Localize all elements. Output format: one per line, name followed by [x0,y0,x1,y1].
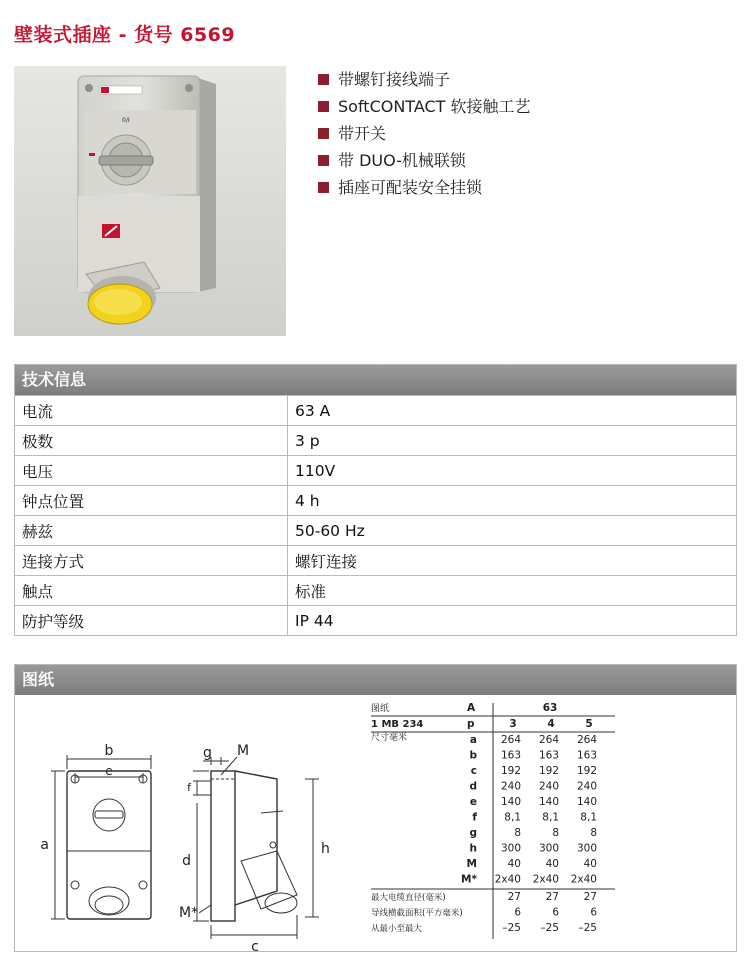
dim-table-h-A: A [467,702,476,714]
spec-table [15,395,736,635]
dim-table-cell: 163 [576,749,597,762]
dim-table-key: M* [461,873,477,886]
spec-value: 50-60 Hz [288,516,737,546]
page-title: 壁装式插座 - 货号 6569 [14,24,236,46]
bullet-square-icon [318,101,329,112]
dim-table-cell: –25 [502,922,521,934]
spec-value: 4 h [288,486,737,516]
spec-value: IP 44 [288,606,737,636]
spec-label: 防护等级 [15,606,288,636]
dim-table-cell: 40 [545,858,559,870]
bullet-square-icon [318,74,329,85]
switch-position-label: 0/I [122,117,130,124]
spec-panel [14,364,737,636]
feature-item: SoftCONTACT 软接触工艺 [318,93,531,120]
drawing-body [15,695,736,951]
spec-value: 螺钉连接 [288,546,737,576]
dim-table-cell: 192 [500,765,521,777]
table-row [15,456,736,486]
dim-label-Mstar: M* [179,905,199,921]
spec-label: 触点 [15,576,288,606]
dim-table-extra-label: 最大电缆直径(毫米) [371,893,446,903]
feature-item: 带 DUO-机械联锁 [318,147,531,174]
dim-table-h-p: p [467,718,475,730]
dim-table-key: d [469,780,477,793]
table-row [15,486,736,516]
feature-item: 带螺钉接线端子 [318,66,531,93]
bullet-square-icon [318,128,329,139]
spec-panel-heading: 技术信息 [15,365,736,395]
dim-table-cell: 2x40 [494,873,521,886]
dim-table-extra-label: 从最小至最大 [371,924,423,934]
dim-table-cell: 300 [538,842,559,855]
dim-table-pole: 5 [585,718,593,730]
spec-label: 赫兹 [15,516,288,546]
table-row [15,576,736,606]
spec-value: 63 A [288,396,737,426]
dim-table-cell: 8,1 [580,811,597,824]
dim-table-cell: 192 [538,765,559,777]
dim-label-M: M [237,743,250,759]
dim-table-cell: 140 [538,796,559,808]
dim-table-cell: 27 [507,891,521,903]
dim-table-cell: –25 [540,922,559,934]
spec-label: 连接方式 [15,546,288,576]
dim-table-cell: 163 [538,749,559,762]
dim-table-cell: 8,1 [542,811,559,824]
dim-table-cell: 240 [576,780,597,793]
product-photo [14,66,286,336]
table-row [15,546,736,576]
spec-label: 电流 [15,396,288,426]
dim-table-key: b [469,749,477,762]
feature-list [318,66,531,201]
dim-table-cell: 140 [576,796,597,808]
table-row [15,396,736,426]
dim-table-cell: 8 [590,827,597,839]
dim-table-cell: 40 [507,858,521,870]
dim-table-pole: 3 [509,718,517,730]
bullet-square-icon [318,155,329,166]
spec-value: 3 p [288,426,737,456]
dim-label-f: f [187,781,191,794]
dim-table-key: M [466,858,477,870]
dim-table-key: e [469,796,477,808]
dim-table-h-A-value: 63 [542,702,558,714]
table-row [15,606,736,636]
dim-table-cell: 6 [552,906,559,919]
dim-table-caption: 尺寸毫米 [371,733,408,743]
dim-table-key: a [469,734,477,746]
dim-table-cell: 240 [500,780,521,793]
dim-table-cell: 192 [576,765,597,777]
dim-table-key: g [469,827,477,839]
dim-table-h-drawing: 图纸 [371,704,390,714]
technical-drawing [15,695,736,951]
spec-label: 钟点位置 [15,486,288,516]
dim-table-cell: –25 [578,922,597,934]
dim-label-e: e [105,764,113,778]
table-row [15,426,736,456]
dim-table-key: c [470,765,477,777]
dim-table-cell: 6 [590,906,597,919]
dim-table-h-type: 1 MB 234 [371,719,424,730]
feature-item: 带开关 [318,120,531,147]
dim-table-cell: 2x40 [570,873,597,886]
dim-label-a: a [40,837,49,853]
dim-label-c: c [251,939,259,951]
dim-table-cell: 8 [514,827,521,839]
dim-label-g: g [203,745,212,761]
dim-label-d: d [182,853,191,869]
dim-table-cell: 300 [500,842,521,855]
spec-value: 110V [288,456,737,486]
bullet-square-icon [318,182,329,193]
dim-table-cell: 40 [583,858,597,870]
dim-table-cell: 140 [500,796,521,808]
dim-table-cell: 300 [576,842,597,855]
drawing-panel [14,664,737,952]
wall-socket-illustration [14,66,286,336]
spec-label: 极数 [15,426,288,456]
feature-item: 插座可配装安全挂锁 [318,174,531,201]
dim-label-b: b [104,743,114,759]
dim-label-h: h [321,841,330,857]
dim-table-cell: 27 [583,891,597,903]
dim-table-cell: 2x40 [532,873,559,886]
dim-table-cell: 8 [552,827,559,839]
dim-table-cell: 264 [500,734,521,746]
dim-table-cell: 163 [500,749,521,762]
dim-table-cell: 6 [514,906,521,919]
dim-table-key: h [469,842,477,855]
table-row [15,516,736,546]
spec-label: 电压 [15,456,288,486]
dim-table-cell: 264 [576,734,597,746]
drawing-panel-heading: 图纸 [15,665,736,695]
dim-table-key: f [472,811,477,824]
spec-value: 标准 [288,576,737,606]
dim-table-cell: 264 [538,734,559,746]
dim-table-cell: 27 [545,891,559,903]
dim-table-cell: 240 [538,780,559,793]
dim-table-extra-label: 导线横截面积(平方毫米) [371,908,463,919]
dim-table-pole: 4 [547,718,555,730]
dim-table-cell: 8,1 [504,811,521,824]
